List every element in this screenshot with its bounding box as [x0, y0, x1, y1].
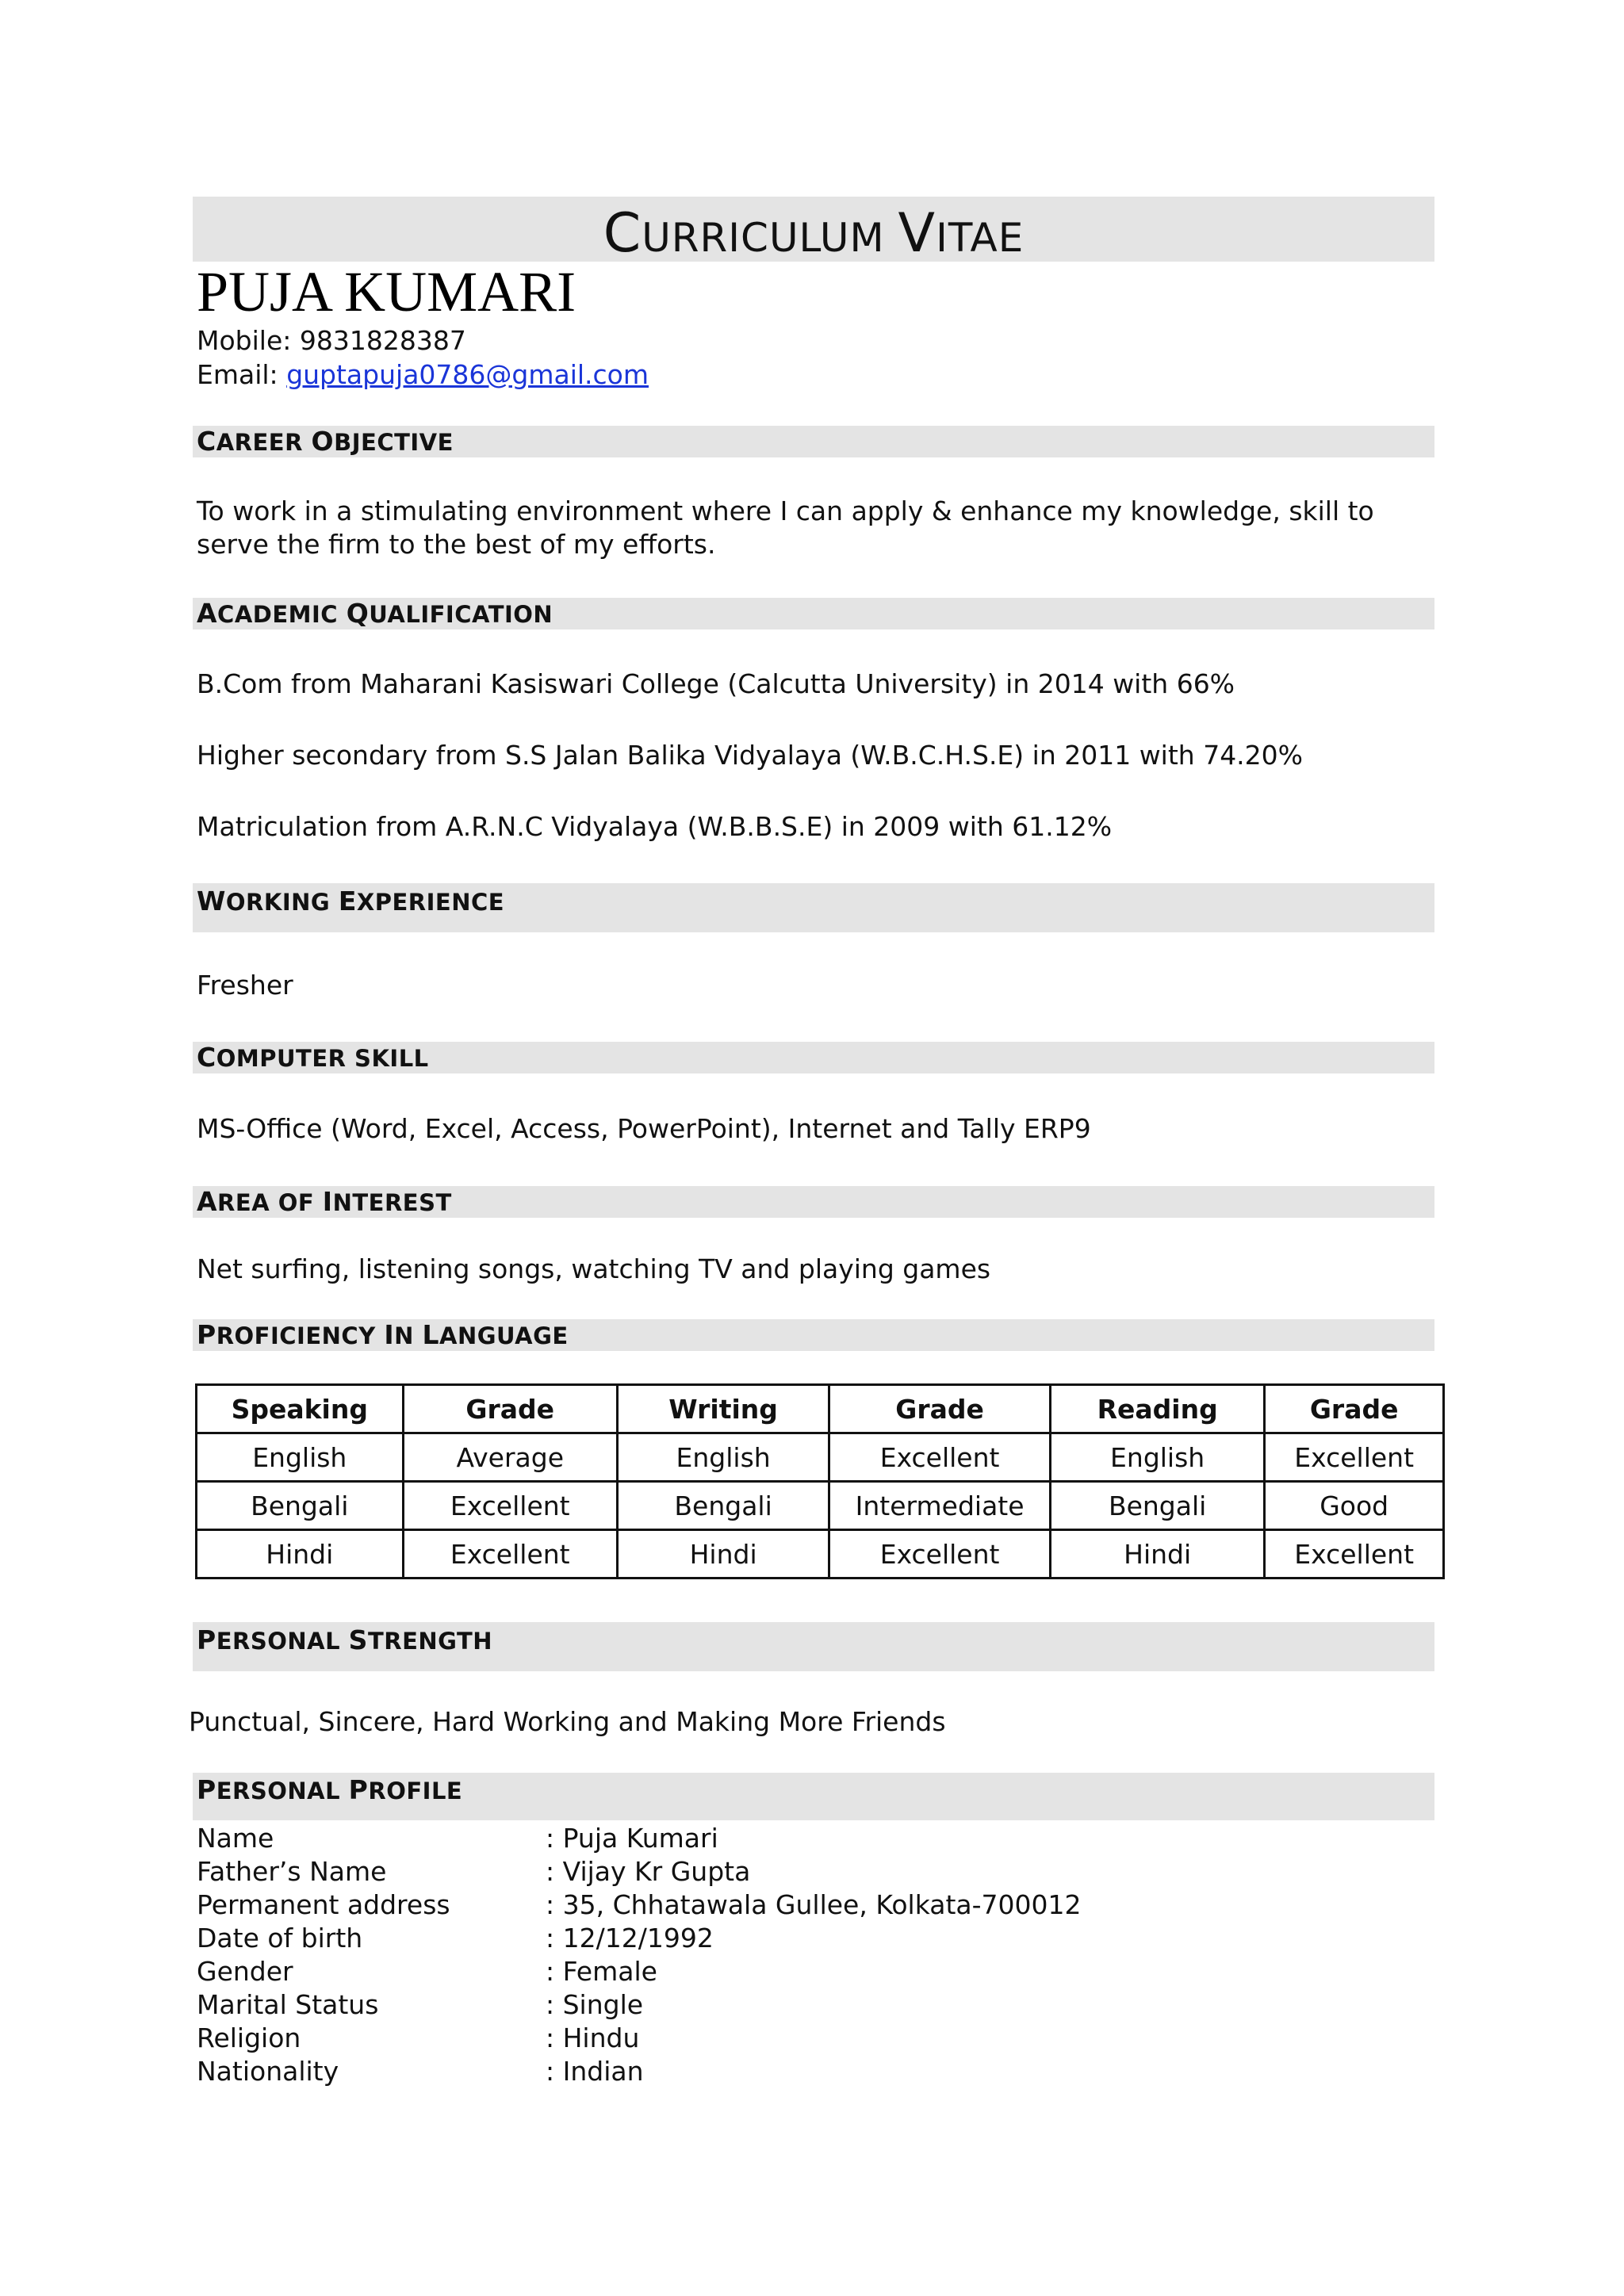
table-row	[197, 1482, 1444, 1530]
document-title	[193, 197, 1434, 265]
mobile-line	[197, 323, 466, 358]
table-cell: Excellent	[829, 1530, 1051, 1578]
header-cell: Grade	[403, 1385, 617, 1433]
table-cell: English	[197, 1433, 404, 1482]
profile-value: : 35, Chhatawala Gullee, Kolkata-700012	[546, 1889, 1082, 1920]
table-cell: Intermediate	[829, 1482, 1051, 1530]
profile-key: Nationality	[197, 2056, 339, 2087]
profile-value: : 12/12/1992	[546, 1923, 714, 1954]
profile-key: Gender	[197, 1956, 293, 1987]
title-initial-v: V	[898, 202, 936, 265]
interest-text: Net surfing, listening songs, watching TV and playing games	[197, 1253, 991, 1284]
profile-key: Marital Status	[197, 1989, 379, 2020]
interest-heading: AREA OF INTEREST	[197, 1186, 452, 1217]
table-cell: Hindi	[197, 1530, 404, 1578]
academic-heading: ACADEMIC QUALIFICATION	[197, 598, 553, 629]
career-objective-text: To work in a stimulating environment where I can apply & enhance my knowledge, skill to serve the firm to the best of my efforts.	[197, 496, 1374, 560]
table-cell: Hindi	[617, 1530, 829, 1578]
academic-item: Matriculation from A.R.N.C Vidyalaya (W.B.B.S.E) in 2009 with 61.12%	[197, 811, 1113, 842]
table-cell: English	[617, 1433, 829, 1482]
email-line	[197, 358, 649, 392]
table-cell: Excellent	[403, 1482, 617, 1530]
profile-key: Name	[197, 1823, 274, 1854]
profile-value: : Puja Kumari	[546, 1823, 718, 1854]
table-cell: Bengali	[1050, 1482, 1264, 1530]
header-cell: Speaking	[197, 1385, 404, 1433]
title-initial-c: C	[603, 202, 642, 265]
academic-item: B.Com from Maharani Kasiswari College (Calcutta University) in 2014 with 66%	[197, 668, 1235, 699]
table-cell: Bengali	[617, 1482, 829, 1530]
table-cell: Excellent	[403, 1530, 617, 1578]
table-header-row	[197, 1385, 1444, 1433]
table-cell: Good	[1265, 1482, 1444, 1530]
academic-item: Higher secondary from S.S Jalan Balika Vidyalaya (W.B.C.H.S.E) in 2011 with 74.20%	[197, 740, 1304, 771]
strength-text: Punctual, Sincere, Hard Working and Making More Friends	[189, 1706, 946, 1737]
profile-value: : Hindu	[546, 2022, 640, 2053]
profile-value: : Vijay Kr Gupta	[546, 1856, 751, 1887]
email-link[interactable]: guptapuja0786@gmail.com	[286, 359, 649, 390]
profile-value: : Female	[546, 1956, 657, 1987]
table-row	[197, 1530, 1444, 1578]
profile-key: Father’s Name	[197, 1856, 387, 1887]
computer-text: MS-Office (Word, Excel, Access, PowerPoint), Internet and Tally ERP9	[197, 1113, 1091, 1144]
working-heading: WORKING EXPERIENCE	[197, 886, 505, 916]
email-label: Email:	[197, 359, 278, 390]
header-cell: Grade	[1265, 1385, 1444, 1433]
title-part-2: ITAE	[936, 215, 1025, 261]
table-cell: Hindi	[1050, 1530, 1264, 1578]
working-text: Fresher	[197, 970, 293, 1001]
table-cell: Bengali	[197, 1482, 404, 1530]
table-cell: Average	[403, 1433, 617, 1482]
header-cell: Writing	[617, 1385, 829, 1433]
title-part-1: URRICULUM	[642, 215, 898, 261]
profile-key: Religion	[197, 2022, 301, 2053]
table-row	[197, 1433, 1444, 1482]
language-table	[195, 1383, 1445, 1579]
candidate-name: PUJA KUMARI	[197, 260, 576, 323]
mobile-number: 9831828387	[299, 325, 466, 356]
language-heading: PROFICIENCY IN LANGUAGE	[197, 1319, 569, 1350]
profile-key: Permanent address	[197, 1889, 450, 1920]
table-cell: English	[1050, 1433, 1264, 1482]
mobile-label: Mobile:	[197, 325, 292, 356]
table-cell: Excellent	[1265, 1530, 1444, 1578]
profile-value: : Indian	[546, 2056, 644, 2087]
strength-heading: PERSONAL STRENGTH	[197, 1624, 492, 1655]
table-cell: Excellent	[1265, 1433, 1444, 1482]
profile-heading: PERSONAL PROFILE	[197, 1774, 463, 1805]
header-cell: Grade	[829, 1385, 1051, 1433]
profile-key: Date of birth	[197, 1923, 363, 1954]
table-cell: Excellent	[829, 1433, 1051, 1482]
header-cell: Reading	[1050, 1385, 1264, 1433]
profile-value: : Single	[546, 1989, 644, 2020]
career-objective-heading: CAREER OBJECTIVE	[197, 426, 454, 457]
computer-heading: COMPUTER SKILL	[197, 1042, 429, 1073]
